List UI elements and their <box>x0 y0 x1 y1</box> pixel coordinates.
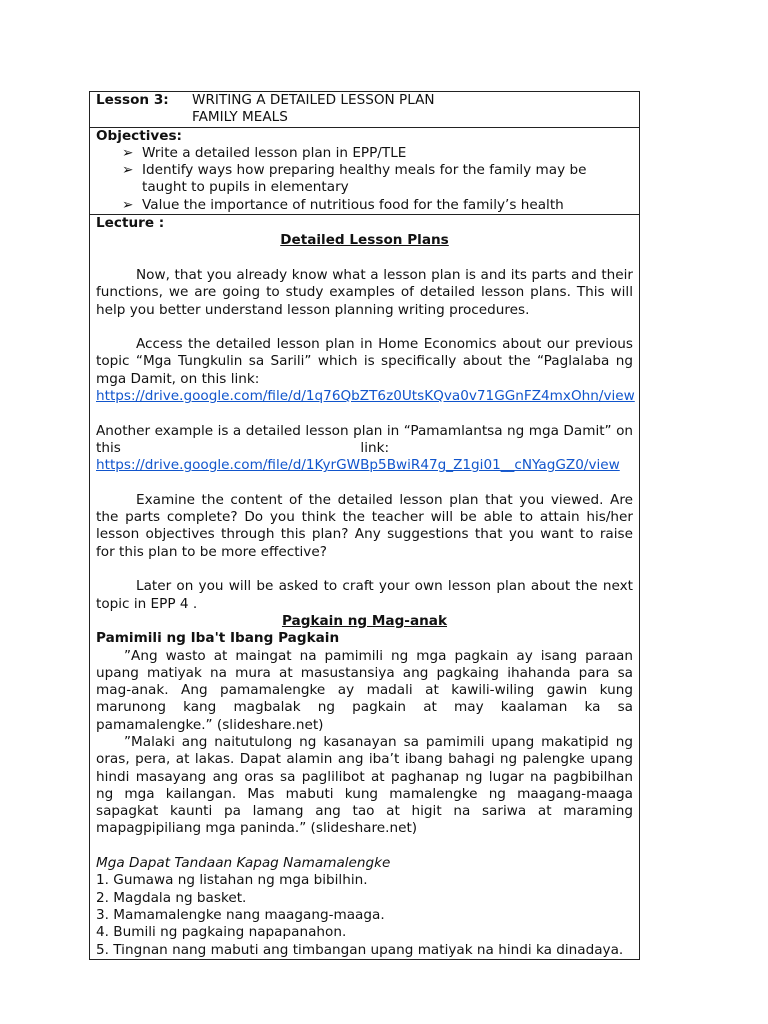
objective-item <box>96 145 633 162</box>
objective-text: Value the importance of nutritious food for the family’s health <box>142 196 564 213</box>
list-item: 5. Tingnan nang mabuti ang timbangan upang matiyak na hindi ka dinadaya. <box>96 941 624 958</box>
list-item: 1. Gumawa ng listahan ng mga bibilhin. <box>96 872 368 889</box>
lesson-label: Lesson 3: <box>96 92 169 108</box>
lesson-plan-link-1[interactable]: https://drive.google.com/file/d/1q76QbZT6z0UtsKQva0v71GGnFZ4mxOhn/view <box>96 388 635 405</box>
section-heading: Detailed Lesson Plans <box>280 232 449 249</box>
section-heading: Pagkain ng Mag-anak <box>281 612 448 629</box>
lesson-header-row <box>90 92 639 128</box>
arrow-bullet-icon: ➢ <box>122 196 134 213</box>
paragraph: Now, that you already know what a lesson plan is and its parts and their functions, we are going to study examples of detailed lesson plans. This will help you better understand lesson planning writing procedures. <box>96 266 633 318</box>
objective-text: Write a detailed lesson plan in EPP/TLE <box>142 144 407 161</box>
objective-item <box>96 162 633 197</box>
paragraph: Examine the content of the detailed lesson plan that you viewed. Are the parts complete? Do you think the teacher will be able to attain his/her lesson objectives through this plan? Any suggestions that you want to raise for this plan to be more effective? <box>96 491 633 560</box>
subsection-heading: Pamimili ng Iba't Ibang Pagkain <box>96 630 340 647</box>
quotation: ”Malaki ang naitutulong ng kasanayan sa pamimili upang makatipid ng oras, pera, at lakas. Dapat alamin ang iba’t ibang bahagi ng palengke upang hindi masayang ang oras sa paglilibot at paghanap ng lugar na pagbibilhan ng mga kailangan. Mas mabuti kung mamalengke ng maagang-maaga sapagkat kaunti pa lamang ang tao at higit na sariwa at maraming mapagpipiliang mga paninda.” (slideshare.net) <box>96 733 633 837</box>
objective-text: Identify ways how preparing healthy meals for the family may be taught to pupils in elementary <box>142 162 587 196</box>
lesson-subtitle: FAMILY MEALS <box>192 109 288 126</box>
lesson-plan-link-2[interactable]: https://drive.google.com/file/d/1KyrGWBp5BwiR47g_Z1gi01__cNYagGZ0/view <box>96 457 620 474</box>
reminders-title: Mga Dapat Tandaan Kapag Namamalengke <box>96 855 391 872</box>
quotation: ”Ang wasto at maingat na pamimili ng mga pagkain ay isang paraan upang matiyak na mura at masustansiya ang pagkaing ihahanda para sa mag-anak. Ang pamamalengke ay madali at kawili-wiling gawin kung marunong kang magbalak ng pagkain at may kaalaman ka sa pamamalengke.” (slideshare.net) <box>96 647 633 733</box>
list-item: 3. Mamamalengke nang maagang-maaga. <box>96 906 385 923</box>
objectives-label: Objectives: <box>96 127 182 144</box>
lesson-title: WRITING A DETAILED LESSON PLAN <box>192 92 435 108</box>
lesson-table <box>89 91 640 960</box>
lesson-titles <box>192 92 435 127</box>
objective-item <box>96 197 633 214</box>
arrow-bullet-icon: ➢ <box>122 144 134 161</box>
objectives-row <box>90 128 639 215</box>
lecture-row <box>90 215 639 959</box>
paragraph-text: Another example is a detailed lesson plan in “Pamamlantsa ng mga Damit” on this link: <box>96 422 633 456</box>
list-item: 2. Magdala ng basket. <box>96 889 247 906</box>
paragraph: Access the detailed lesson plan in Home Economics about our previous topic “Mga Tungkulin sa Sarili” which is specifically about the “Paglalaba ng mga Damit, on this link: <box>96 336 633 387</box>
paragraph <box>96 423 633 475</box>
paragraph: Later on you will be asked to craft your own lesson plan about the next topic in EPP 4 . <box>96 578 633 612</box>
arrow-bullet-icon: ➢ <box>122 162 134 179</box>
list-item: 4. Bumili ng pagkaing napapanahon. <box>96 924 347 941</box>
lecture-label: Lecture : <box>96 215 165 232</box>
